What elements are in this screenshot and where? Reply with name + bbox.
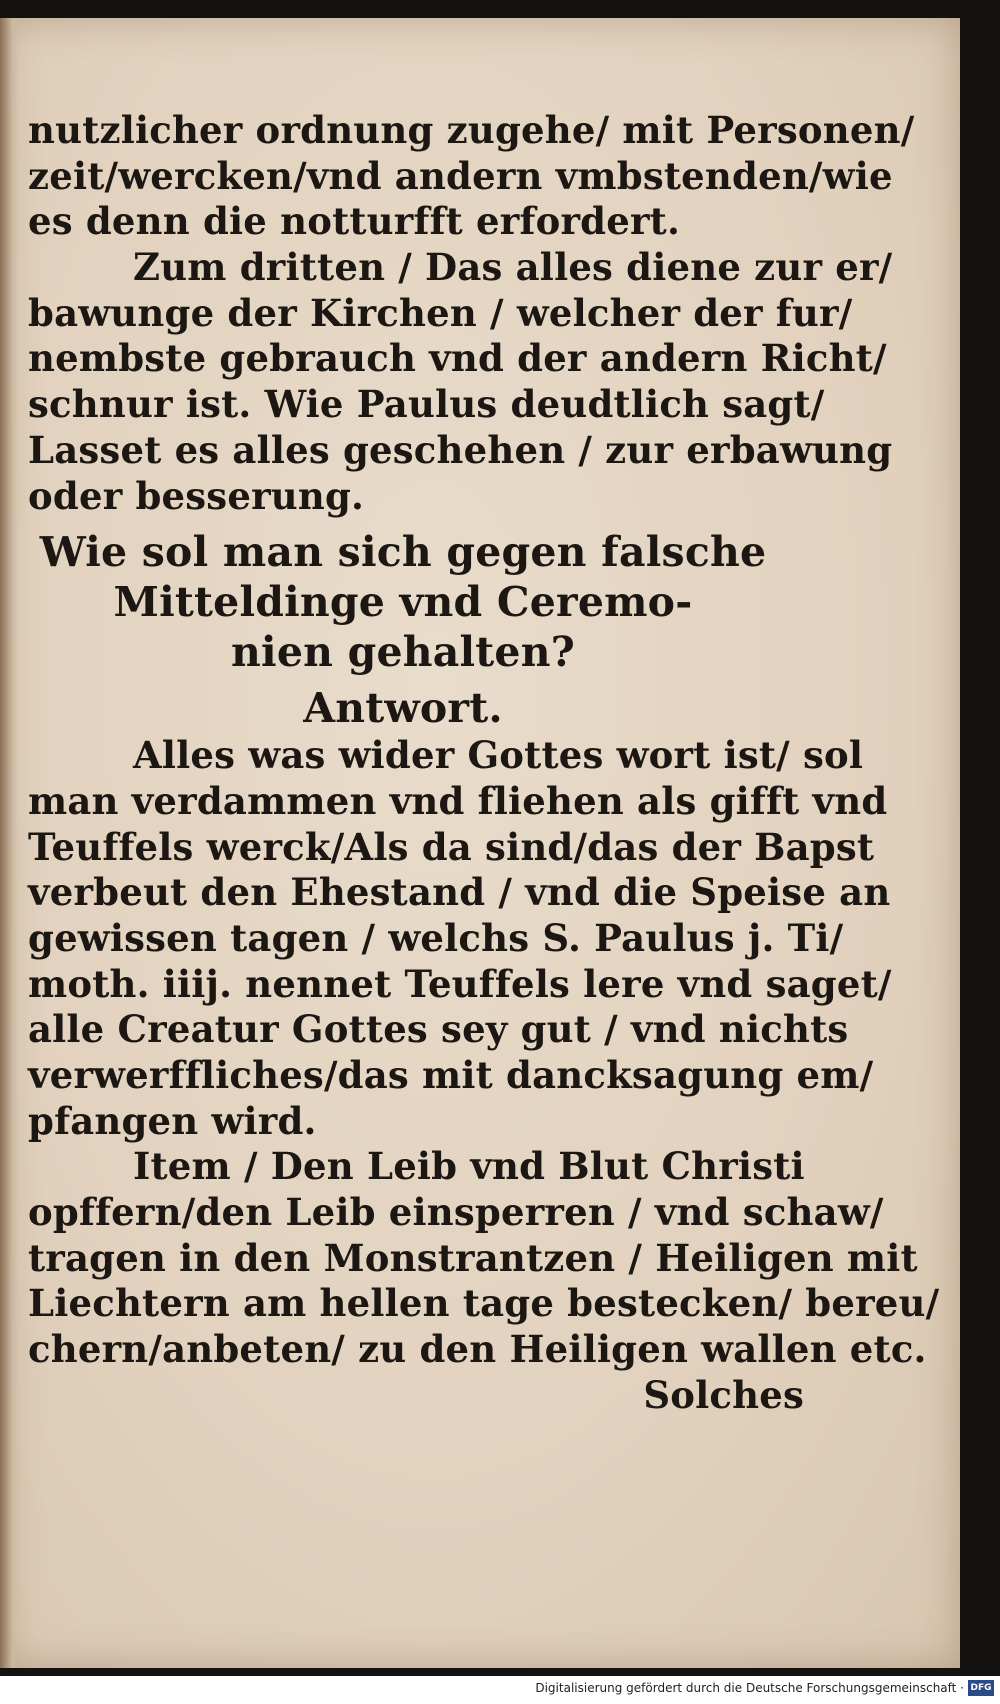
text-line: moth. iiij. nennet Teuffels lere vnd saget/ — [28, 961, 892, 1006]
text-line: tragen in den Monstrantzen / Heiligen mit — [28, 1235, 918, 1280]
text-line: opffern/den Leib einsperren / vnd schaw/ — [28, 1190, 884, 1235]
text-line: gewissen tagen / welchs S. Paulus j. Ti/ — [28, 915, 844, 960]
section-heading: nien gehalten? — [231, 628, 575, 677]
text-line: Liechtern am hellen tage bestecken/ bereu/ — [28, 1281, 940, 1326]
text-line: es denn die notturfft erfordert. — [28, 199, 681, 244]
dfg-logo-icon[interactable]: DFG — [968, 1680, 994, 1696]
section-heading: Mitteldinge vnd Ceremo- — [113, 578, 693, 627]
text-line: nembste gebrauch vnd der andern Richt/ — [28, 336, 887, 381]
text-line: bawunge der Kirchen / welcher der fur/ — [28, 290, 853, 335]
text-line: schnur ist. Wie Paulus deudtlich sagt/ — [28, 382, 825, 427]
text-line: Teuffels werck/Als da sind/das der Bapst — [28, 824, 875, 869]
text-line: nutzlicher ordnung zugehe/ mit Personen/ — [28, 108, 915, 152]
footer-credit: Digitalisierung gefördert durch die Deutsche Forschungsgemeinschaft · — [535, 1681, 964, 1695]
text-line: oder besserung. — [28, 473, 365, 518]
footer-bar — [0, 1676, 1000, 1704]
catchword: Solches — [643, 1372, 804, 1417]
page-text — [28, 108, 940, 1419]
text-line: Zum dritten / Das alles diene zur er/ — [133, 245, 893, 290]
answer-label: Antwort. — [303, 684, 503, 733]
text-line: Item / Den Leib vnd Blut Christi — [133, 1144, 805, 1189]
text-line: Alles was wider Gottes wort ist/ sol — [133, 733, 864, 778]
text-line: verwerffliches/das mit dancksagung em/ — [28, 1053, 874, 1097]
text-line: verbeut den Ehestand / vnd die Speise an — [28, 870, 891, 915]
text-line: alle Creatur Gottes sey gut / vnd nichts — [28, 1007, 849, 1052]
text-line: zeit/wercken/vnd andern vmbstenden/wie — [28, 153, 893, 198]
section-heading: Wie sol man sich gegen falsche — [39, 528, 767, 577]
text-line: man verdammen vnd fliehen als gifft vnd — [28, 778, 888, 823]
page-gutter — [0, 18, 18, 1668]
text-line: Lasset es alles geschehen / zur erbawung — [28, 427, 893, 472]
text-line: pfangen wird. — [28, 1098, 317, 1143]
text-line: chern/anbeten/ zu den Heiligen wallen etc. — [28, 1327, 927, 1372]
